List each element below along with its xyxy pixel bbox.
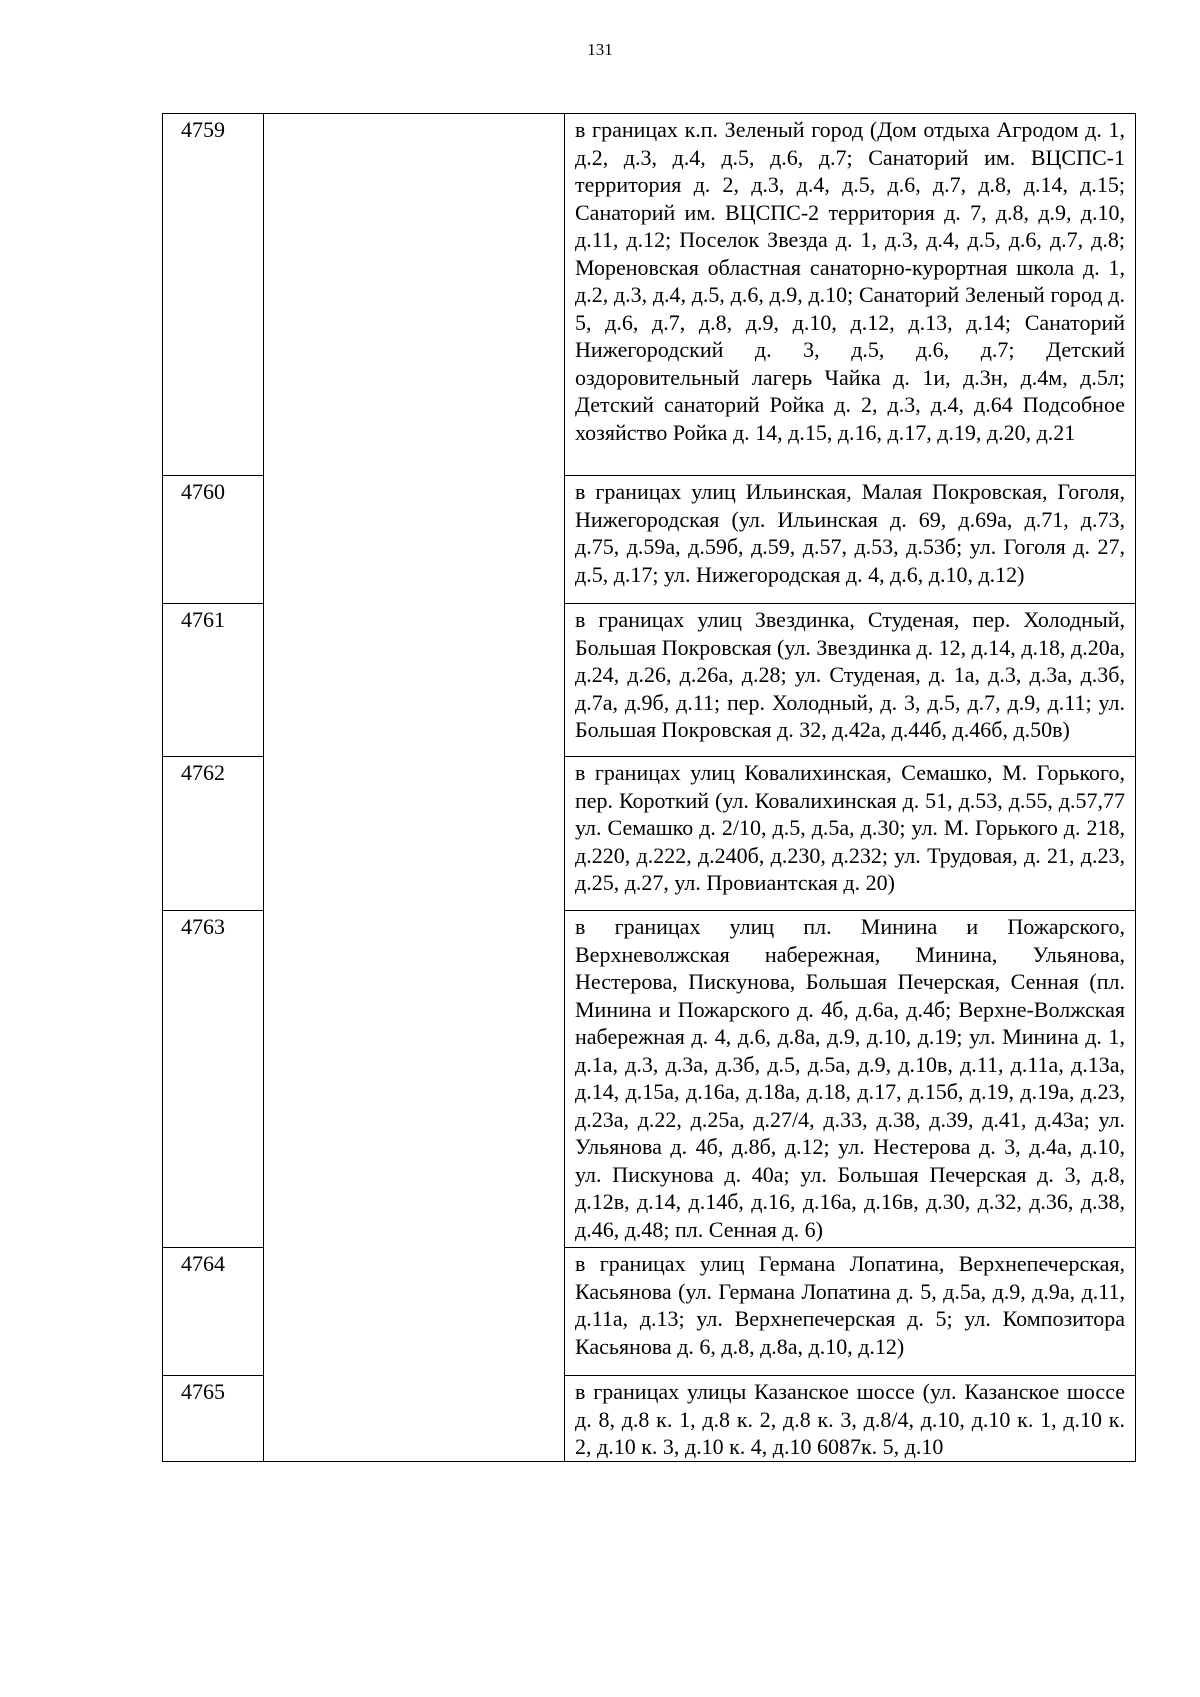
row-number: 4759 xyxy=(163,114,264,476)
row-number: 4761 xyxy=(163,604,264,757)
empty-column-cell xyxy=(264,114,565,1462)
row-description: в границах улиц Ковалихинская, Семашко, М. Горького, пер. Короткий (ул. Ковалихинская д. 51, д.53, д.55, д.57,77 ул. Семашко д. 2/10, д.5, д.5а, д.30; ул. М. Горького д. 218, д.220, д.222, д.240б, д.230, д.232; ул. Трудовая, д. 21, д.23, д.25, д.27, ул. Провиантская д. 20) xyxy=(565,757,1136,911)
row-description: в границах улиц Звездинка, Студеная, пер. Холодный, Большая Покровская (ул. Звездинка д. 12, д.14, д.18, д.20а, д.24, д.26, д.26а, д.28; ул. Студеная, д. 1а, д.3, д.3а, д.3б, д.7а, д.9б, д.11; пер. Холодный, д. 3, д.5, д.7, д.9, д.11; ул. Большая Покровская д. 32, д.42а, д.44б, д.46б, д.50в) xyxy=(565,604,1136,757)
page-number: 131 xyxy=(587,40,613,59)
row-number: 4764 xyxy=(163,1248,264,1376)
row-description: в границах улиц Германа Лопатина, Верхнепечерская, Касьянова (ул. Германа Лопатина д. 5, д.5а, д.9, д.9а, д.11, д.11а, д.13; ул. Верхнепечерская д. 5; ул. Композитора Касьянова д. 6, д.8, д.8а, д.10, д.12) xyxy=(565,1248,1136,1376)
row-description: в границах улиц Ильинская, Малая Покровская, Гоголя, Нижегородская (ул. Ильинская д. 69, д.69а, д.71, д.73, д.75, д.59а, д.59б, д.59, д.57, д.53, д.53б; ул. Гоголя д. 27, д.5, д.17; ул. Нижегородская д. 4, д.6, д.10, д.12) xyxy=(565,476,1136,604)
row-number: 4763 xyxy=(163,911,264,1248)
row-number: 4765 xyxy=(163,1376,264,1462)
document-table xyxy=(162,113,1136,1462)
row-description: в границах к.п. Зеленый город (Дом отдыха Агродом д. 1, д.2, д.3, д.4, д.5, д.6, д.7; Санаторий им. ВЦСПС-1 территория д. 2, д.3, д.4, д.5, д.6, д.7, д.8, д.14, д.15; Санаторий им. ВЦСПС-2 территория д. 7, д.8, д.9, д.10, д.11, д.12; Поселок Звезда д. 1, д.3, д.4, д.5, д.6, д.7, д.8; Мореновская областная санаторно-курортная школа д. 1, д.2, д.3, д.4, д.5, д.6, д.9, д.10; Санаторий Зеленый город д. 5, д.6, д.7, д.8, д.9, д.10, д.12, д.13, д.14; Санаторий Нижегородский д. 3, д.5, д.6, д.7; Детский оздоровительный лагерь Чайка д. 1и, д.3н, д.4м, д.5л; Детский санаторий Ройка д. 2, д.3, д.4, д.64 Подсобное хозяйство Ройка д. 14, д.15, д.16, д.17, д.19, д.20, д.21 xyxy=(565,114,1136,476)
table-row xyxy=(163,114,1136,476)
row-description: в границах улицы Казанское шоссе (ул. Казанское шоссе д. 8, д.8 к. 1, д.8 к. 2, д.8 к. 3, д.8/4, д.10, д.10 к. 1, д.10 к. 2, д.10 к. 3, д.10 к. 4, д.10 6087к. 5, д.10 xyxy=(565,1376,1136,1462)
row-number: 4762 xyxy=(163,757,264,911)
row-number: 4760 xyxy=(163,476,264,604)
row-description: в границах улиц пл. Минина и Пожарского, Верхневолжская набережная, Минина, Ульянова, Нестерова, Пискунова, Большая Печерская, Сенная (пл. Минина и Пожарского д. 4б, д.6а, д.4б; Верхне-Волжская набережная д. 4, д.6, д.8а, д.9, д.10, д.19; ул. Минина д. 1, д.1а, д.3, д.3а, д.3б, д.5, д.5а, д.9, д.10в, д.11, д.11а, д.13а, д.14, д.15а, д.16а, д.18а, д.18, д.17, д.15б, д.19, д.19а, д.23, д.23а, д.22, д.25а, д.27/4, д.33, д.38, д.39, д.41, д.43а; ул. Ульянова д. 4б, д.8б, д.12; ул. Нестерова д. 3, д.4а, д.10, ул. Пискунова д. 40а; ул. Большая Печерская д. 3, д.8, д.12в, д.14, д.14б, д.16, д.16а, д.16в, д.30, д.32, д.36, д.38, д.46, д.48; пл. Сенная д. 6) xyxy=(565,911,1136,1248)
